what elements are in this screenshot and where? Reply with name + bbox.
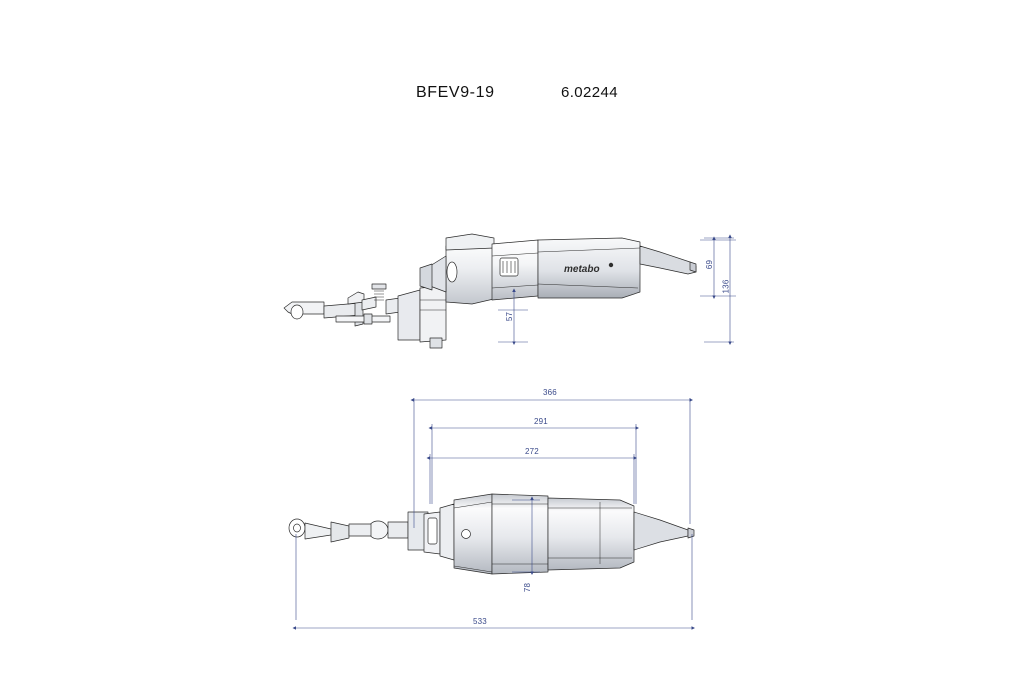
side-view-cable-boot (640, 246, 696, 274)
side-view-group (284, 234, 696, 348)
dim-label-top-533: 533 (473, 617, 487, 626)
dim-label-side-69: 69 (705, 259, 715, 270)
dim-label-side-136: 136 (721, 279, 731, 294)
dim-label-top-366: 366 (543, 388, 557, 397)
top-view-gear-head (408, 504, 454, 560)
side-view-gear-head (398, 234, 498, 348)
dim-label-side-57: 57 (505, 311, 515, 322)
top-view-belt-arm (289, 519, 408, 542)
top-view-cable-boot (634, 512, 694, 550)
dim-label-top-272: 272 (525, 447, 539, 456)
order-number: 6.02244 (561, 84, 619, 101)
side-view-motor-body (492, 240, 538, 300)
svg-text:metabo: metabo (564, 264, 600, 275)
side-view-belt-arm (284, 284, 400, 326)
dim-label-top-78: 78 (523, 582, 533, 593)
top-view-handle (548, 498, 634, 570)
page-title: BFEV9-19 (416, 84, 495, 101)
top-view-motor-housing (454, 494, 548, 574)
dim-label-top-291: 291 (534, 417, 548, 426)
top-view-group (289, 494, 694, 574)
